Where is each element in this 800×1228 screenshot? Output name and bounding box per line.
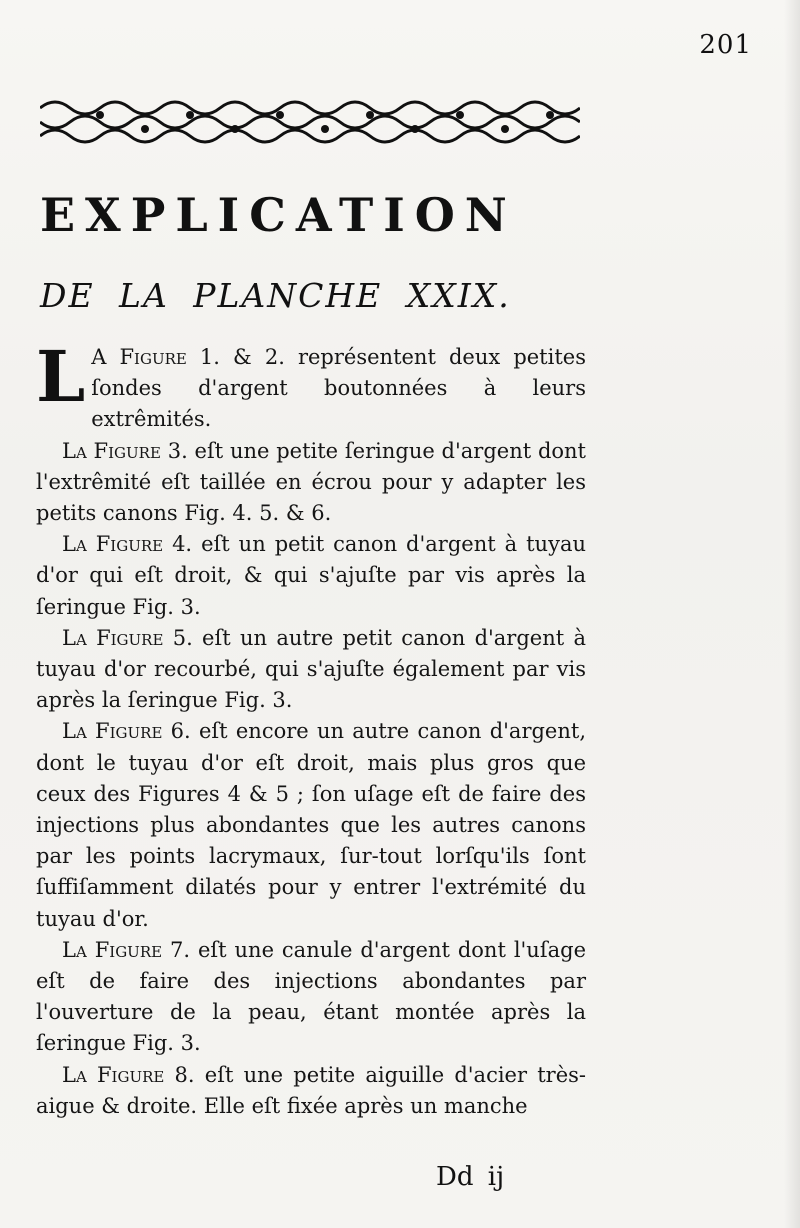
- paragraph: [36, 436, 586, 530]
- paragraph-text: 1. & 2. représentent deux petites ſondes d'argent boutonnées à leurs extrêmités.: [91, 345, 586, 432]
- page-number: 201: [699, 30, 752, 60]
- paragraph-text: 5. eſt un autre petit canon d'argent à tuyau d'or recourbé, qui s'ajuſte également par vis après la ſeringue Fig. 3.: [36, 625, 586, 713]
- paragraph-text: 4. eſt un petit canon d'argent à tuyau d'or qui eſt droit, & qui s'ajuſte par vis après la ſeringue Fig. 3.: [36, 532, 586, 619]
- paragraph-lead: La Figure: [62, 937, 163, 962]
- paragraph: [36, 529, 586, 623]
- paragraph-lead: A Figure: [91, 345, 187, 369]
- paragraph: [36, 935, 586, 1060]
- text-body: [36, 335, 586, 1122]
- paragraph: [36, 716, 586, 934]
- paragraph-lead: La Figure: [62, 438, 161, 463]
- paragraph-lead: La Figure: [62, 625, 164, 650]
- paragraph: [36, 623, 586, 717]
- drop-cap: L: [36, 335, 86, 418]
- paragraph: [36, 1060, 586, 1122]
- ornamental-header-band: [40, 92, 580, 152]
- page-edge-shadow: [784, 0, 800, 1228]
- section-title: EXPLICATION: [40, 188, 517, 242]
- signature-mark: Dd ij: [436, 1162, 505, 1192]
- paragraph-text: 8. eſt une petite aiguille d'acier très-aigue & droite. Elle eſt fixée après un manche: [36, 1062, 586, 1118]
- paragraph-text: 3. eſt une petite ſeringue d'argent dont l'extrêmité eſt taillée en écrou pour y adapter les petits canons Fig. 4. 5. & 6.: [36, 438, 586, 526]
- paragraph-lead: La Figure: [62, 719, 163, 744]
- paragraph-text: 6. eſt encore un autre canon d'argent, dont le tuyau d'or eſt droit, mais plus gros que ceux des Figures 4 & 5 ; ſon uſage eſt de faire des injections plus abondantes que les autres canons par les points lacrymaux, ſur-tout lorſqu'ils ſont ſuffiſamment dilatés pour y entrer l'extrémité du tuyau d'or.: [36, 719, 586, 931]
- paragraph-lead: La Figure: [62, 532, 164, 557]
- paragraph-lead: La Figure: [62, 1062, 165, 1087]
- paragraph: [36, 335, 586, 436]
- section-subtitle: DE LA PLANCHE XXIX.: [40, 276, 511, 315]
- paragraph-text: 7. eſt une canule d'argent dont l'uſage eſt de faire des injections abondantes par l'ouverture de la peau, étant montée après la ſeringue Fig. 3.: [36, 937, 586, 1056]
